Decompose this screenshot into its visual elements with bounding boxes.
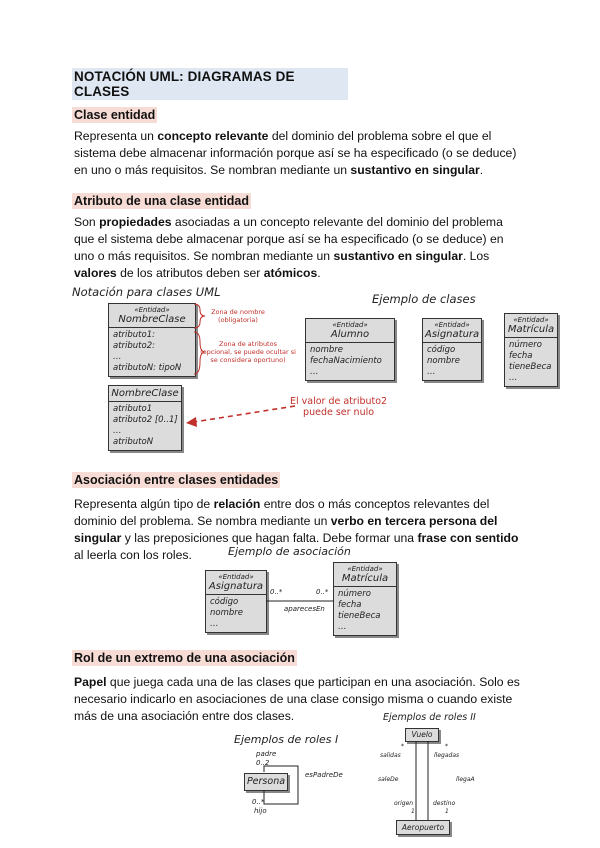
- uml-class-aeropuerto: Aeropuerto: [396, 820, 450, 835]
- assoc-espadrede: esPadreDe: [305, 771, 343, 779]
- assoc-llegaa: llegaA: [456, 776, 475, 783]
- role-destino: destino: [433, 800, 456, 807]
- paragraph-clase-entidad: Representa un concepto relevante del dominio del problema sobre el que el sistema debe almacenar información porque así se ha especificado (o se deduce) en uno o más requisitos. Se nombran mediante un sustantivo en singular.: [74, 129, 517, 177]
- heading-asociacion: Asociación entre clases entidades: [74, 473, 279, 487]
- uml-class-vuelo: Vuelo: [405, 728, 439, 742]
- star-left: *: [401, 743, 404, 750]
- star-right: *: [445, 743, 448, 750]
- label-ejemplo-clases: Ejemplo de clases: [372, 292, 476, 306]
- role-origen: origen: [394, 800, 414, 807]
- role-salidas: salidas: [380, 752, 401, 759]
- mult-right: 0..*: [316, 588, 329, 596]
- mult-destino: 1: [445, 808, 449, 815]
- note-valor-nulo: El valor de atributo2 puede ser nulo: [290, 396, 388, 418]
- label-ejemplo-asociacion: Ejemplo de asociación: [228, 545, 351, 558]
- note-zona-nombre: Zona de nombre (obligatoria): [211, 308, 265, 324]
- self-association-line: [262, 758, 306, 808]
- uml-class-matricula-assoc: «Entidad» Matrícula número fecha tieneBeca …: [333, 562, 397, 636]
- mult-hijo: 0..*: [252, 798, 265, 806]
- paragraph-rol: Papel que juega cada una de las clases que participan en una asociación. Solo es necesario indicarlo en asociaciones de una clase consigo misma o cuando existe más de una asociación entre dos clases.: [74, 675, 520, 723]
- page-title: NOTACIÓN UML: DIAGRAMAS DE CLASES: [72, 68, 348, 100]
- uml-class-persona: Persona: [244, 773, 288, 791]
- paragraph-atributo: Son propiedades asociadas a un concepto relevante del dominio del problema que el sistema debe almacenar porque así se ha especificado (o se deduce) en uno o más requisitos. Se nombran mediante un sustantivo en singular. Los valores de los atributos deben ser atómicos.: [74, 215, 504, 280]
- label-roles-2: Ejemplos de roles II: [383, 712, 476, 723]
- uml-class-asignatura: «Entidad» Asignatura código nombre …: [422, 318, 482, 381]
- uml-class-asignatura-assoc: «Entidad» Asignatura código nombre …: [205, 570, 267, 633]
- assoc-name: aparecesEn: [284, 605, 325, 613]
- heading-atributo: Atributo de una clase entidad: [74, 194, 250, 208]
- paragraph-asociacion: Representa algún tipo de relación entre dos o más conceptos relevantes del dominio del problema. Se nombra mediante un verbo en tercera persona del singular y las preposiciones que hagan falta. Debe formar una frase con sentido al leerla con los roles.: [74, 497, 519, 562]
- uml-class-matricula: «Entidad» Matrícula número fecha tieneBeca …: [504, 313, 558, 387]
- role-padre: padre: [256, 750, 277, 758]
- uml-class-alumno: «Entidad» Alumno nombre fechaNacimiento …: [305, 318, 395, 381]
- mult-left: 0..*: [270, 588, 283, 596]
- label-roles-1: Ejemplos de roles I: [234, 733, 339, 746]
- role-llegadas: llegadas: [434, 752, 460, 759]
- arrow-nulo: [180, 400, 300, 440]
- mult-origen: 1: [411, 808, 415, 815]
- uml-class-generic: «Entidad» NombreClase atributo1: atributo2: … atributoN: tipoN: [108, 303, 196, 377]
- assoc-salede: saleDe: [378, 776, 399, 783]
- label-notacion: Notación para clases UML: [72, 285, 221, 299]
- heading-clase-entidad: Clase entidad: [74, 108, 156, 122]
- mult-padre: 0..2: [256, 759, 270, 767]
- association-line: [266, 598, 334, 604]
- uml-class-generic-2: NombreClase atributo1 atributo2 [0..1] … atributoN: [108, 385, 182, 451]
- heading-rol: Rol de un extremo de una asociación: [74, 651, 295, 665]
- note-zona-atributos: Zona de atributos (opcional, se puede ocultar si se considera oportuno): [200, 340, 296, 364]
- role-hijo: hijo: [254, 807, 267, 815]
